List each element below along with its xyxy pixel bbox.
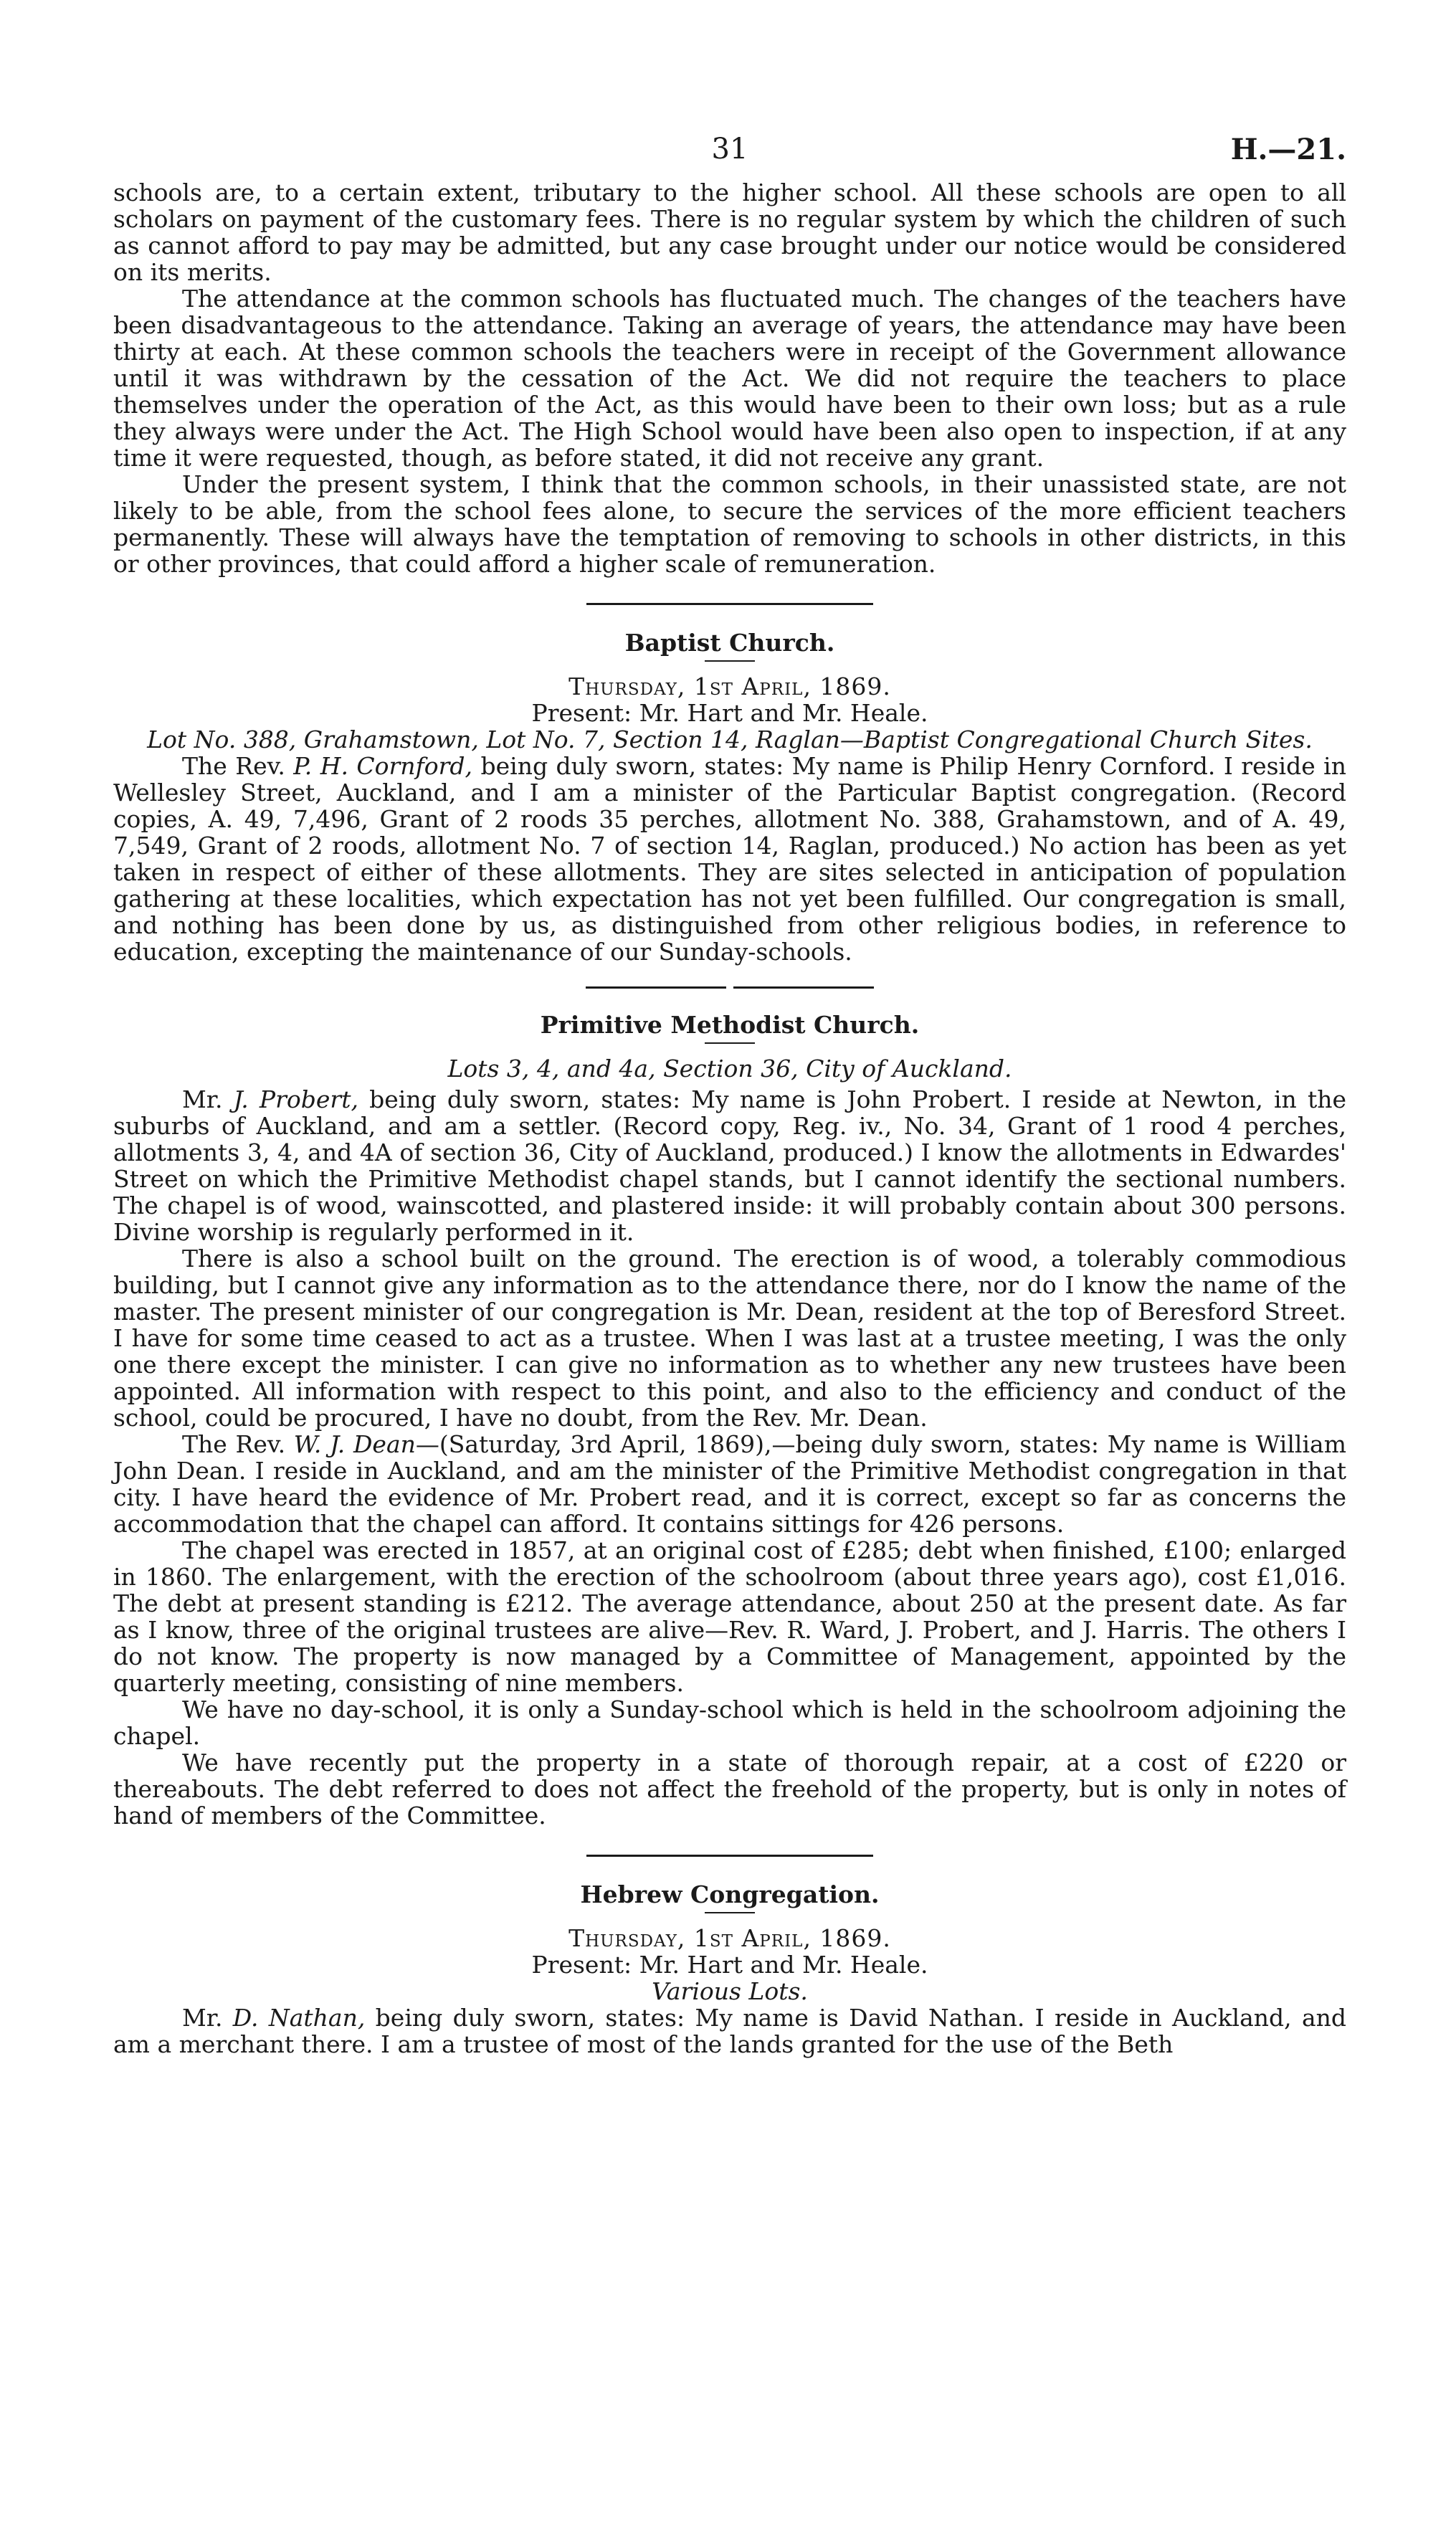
- baptist-present: Present: Mr. Hart and Mr. Heale.: [531, 699, 928, 727]
- title-underline: [705, 1042, 755, 1044]
- methodist-testimony-1: [113, 1086, 1346, 1245]
- section-divider: [586, 603, 873, 605]
- witness-name: J. Probert,: [233, 1085, 358, 1113]
- hebrew-present: Present: Mr. Hart and Mr. Heale.: [531, 1951, 928, 1979]
- baptist-lots: Lot No. 388, Grahamstown, Lot No. 7, Section 14, Raglan—Baptist Congregational Church Sites.: [147, 726, 1313, 753]
- testimony-text: being duly sworn, states: My name is Philip Henry Cornford. I reside in Wellesley Street, Auckland, and I am a minister of the Particular Baptist congregation. (Record copies, A. 49, 7,496, Grant of 2 roods 35 perches, allotment No. 388, Grahamstown, and of A. 49, 7,549, Grant of 2 roods, allotment No. 7 of section 14, Raglan, produced.) No action has been as yet taken in respect of either of these allotments. They are sites selected in anticipation of population gathering at these localities, which expectation has not yet been fulfilled. Our congregation is small, and nothing has been done by us, as distinguished from other religious bodies, in reference to education, excepting the maintenance of our Sunday-schools.: [113, 752, 1346, 966]
- document-page: [113, 133, 1346, 2058]
- testimony-text: —(Saturday, 3rd April, 1869),—being duly sworn, states: My name is William John Dean. I reside in Auckland, and am the minister of the Primitive Methodist congregation in that city. I have heard the evidence of Mr. Probert read, and it is correct, except so far as concerns the accommodation that the chapel can afford. It contains sittings for 426 persons.: [113, 1430, 1346, 1538]
- methodist-testimony-2: [113, 1431, 1346, 1537]
- baptist-testimony: [113, 753, 1346, 965]
- baptist-section-title: Baptist Church.: [624, 629, 835, 657]
- witness-name: D. Nathan,: [232, 2004, 366, 2032]
- witness-name: W. J. Dean: [293, 1430, 416, 1458]
- witness-prefix: The Rev.: [182, 752, 294, 780]
- methodist-paragraph-5: We have no day-school, it is only a Sunday-school which is held in the schoolroom adjoining the chapel.: [113, 1695, 1346, 1750]
- title-underline: [705, 660, 755, 662]
- methodist-paragraph-2: There is also a school built on the ground. The erection is of wood, a tolerably commodious building, but I cannot give any information as to the attendance there, nor do I know the name of the master. The present minister of our congregation is Mr. Dean, resident at the top of Beresford Street. I have for some time ceased to act as a trustee. When I was last at a trustee meeting, I was the only one there except the minister. I can give no information as to whether any new trustees have been appointed. All information with respect to this point, and also to the efficiency and conduct of the school, could be procured, I have no doubt, from the Rev. Mr. Dean.: [113, 1245, 1346, 1432]
- section-divider: [113, 986, 1346, 989]
- hebrew-date: Thursday, 1st April, 1869.: [568, 1924, 891, 1952]
- page-number: 31: [711, 133, 748, 166]
- witness-prefix: Mr.: [182, 1085, 234, 1113]
- hebrew-lots: Various Lots.: [652, 1977, 808, 2005]
- methodist-paragraph-4: The chapel was erected in 1857, at an original cost of £285; debt when finished, £100; enlarged in 1860. The enlargement, with the erection of the schoolroom (about three years ago), cost £1,016. The debt at present standing is £212. The average attendance, about 250 at the present date. As far as I know, three of the original trustees are alive—Rev. R. Ward, J. Probert, and J. Harris. The others I do not know. The property is now managed by a Committee of Management, appointed by the quarterly meeting, consisting of nine members.: [113, 1536, 1346, 1697]
- baptist-date: Thursday, 1st April, 1869.: [568, 672, 891, 700]
- methodist-section-title: Primitive Methodist Church.: [540, 1011, 920, 1039]
- testimony-text: being duly sworn, states: My name is John Probert. I reside at Newton, in the suburbs of Auckland, and am a settler. (Record copy, Reg. iv., No. 34, Grant of 1 rood 4 perches, allotments 3, 4, and 4A of section 36, City of Auckland, produced.) I know the allotments in Edwardes' Street on which the Primitive Methodist chapel stands, but I cannot identify the sectional numbers. The chapel is of wood, wainscotted, and plastered inside: it will probably contain about 300 persons. Divine worship is regularly performed in it.: [113, 1085, 1346, 1246]
- title-underline: [705, 1912, 755, 1913]
- witness-prefix: Mr.: [182, 2004, 233, 2032]
- hebrew-testimony: [113, 2004, 1346, 2058]
- witness-prefix: The Rev.: [182, 1430, 294, 1458]
- intro-paragraph-3: Under the present system, I think that the common schools, in their unassisted state, are not likely to be able, from the school fees alone, to secure the services of the more efficient teachers permanently. These will always have the temptation of removing to schools in other districts, in this or other provinces, that could afford a higher scale of remuneration.: [113, 470, 1346, 578]
- testimony-text: being duly sworn, states: My name is David Nathan. I reside in Auckland, and am a merchant there. I am a trustee of most of the lands granted for the use of the Beth: [113, 2004, 1346, 2058]
- witness-name: P. H. Cornford,: [293, 752, 473, 780]
- methodist-paragraph-6: We have recently put the property in a state of thorough repair, at a cost of £220 or thereabouts. The debt referred to does not affect the freehold of the property, but is only in notes of hand of members of the Committee.: [113, 1749, 1346, 1830]
- intro-paragraph-2: The attendance at the common schools has fluctuated much. The changes of the teachers have been disadvantageous to the attendance. Taking an average of years, the attendance may have been thirty at each. At these common schools the teachers were in receipt of the Government allowance until it was withdrawn by the cessation of the Act. We did not require the teachers to place themselves under the operation of the Act, as this would have been to their own loss; but as a rule they always were under the Act. The High School would have been also open to inspection, if at any time it were requested, though, as before stated, it did not receive any grant.: [113, 285, 1346, 472]
- intro-paragraph-1: schools are, to a certain extent, tributary to the higher school. All these schools are open to all scholars on payment of the customary fees. There is no regular system by which the children of such as cannot afford to pay may be admitted, but any case brought under our notice would be considered on its merits.: [113, 179, 1346, 286]
- methodist-lots: Lots 3, 4, and 4a, Section 36, City of Auckland.: [447, 1055, 1012, 1083]
- document-code: H.—21.: [1230, 133, 1346, 166]
- section-divider: [586, 1855, 873, 1857]
- hebrew-section-title: Hebrew Congregation.: [580, 1880, 880, 1908]
- page-header: [113, 133, 1346, 179]
